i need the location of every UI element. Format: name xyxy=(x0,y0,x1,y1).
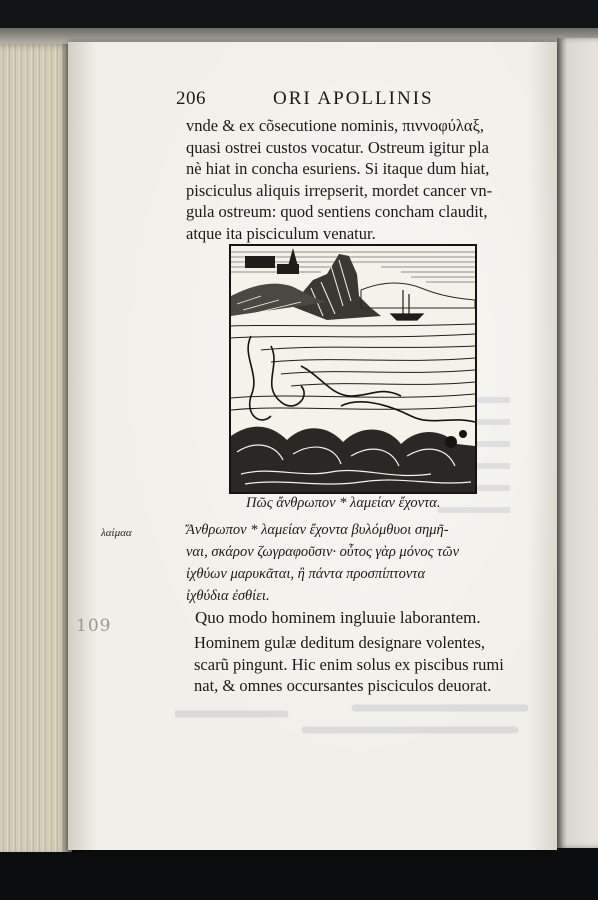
bottom-shadow xyxy=(0,852,598,900)
text-line: scarũ pingunt. Hic enim solus ex piscibus rumi xyxy=(194,654,504,674)
latin-heading: Quo modo hominem ingluuie laborantem. xyxy=(195,608,481,627)
text-line: vnde & ex cõsecutione nominis, πιννοφύλαξ, xyxy=(186,116,485,135)
facing-page-edge xyxy=(557,38,598,848)
greek-heading: Πῶς ἄνθρωπον * λαμείαν ἔχοντα. xyxy=(246,495,441,511)
text-line: gula ostreum: quod sentiens concham claudit, xyxy=(186,202,488,222)
running-head xyxy=(0,88,598,114)
body-text-bottom xyxy=(194,632,532,697)
text-line: quasi ostrei custos vocatur. Ostreum igitur pla xyxy=(186,137,489,157)
text-line: pisciculus aliquis irrepserit, mordet cancer vn- xyxy=(186,180,493,200)
bleed-through-texture-lower xyxy=(175,700,535,745)
running-title: ORI APOLLINIS xyxy=(273,88,434,109)
greek-line: ἰχθύων μαρυκᾶται, ἢ πάντα προσπίπτοντα xyxy=(186,566,426,582)
manuscript-mark: 109 xyxy=(76,616,112,636)
page-fore-edge xyxy=(0,44,72,856)
greek-line: ἰχθύδια ἐσθίει. xyxy=(186,588,270,604)
woodcut-seascape-icon xyxy=(231,246,475,492)
bleed-through-lines-lower-icon xyxy=(175,700,535,740)
page-number: 206 xyxy=(176,88,206,109)
text-line: nat, & omnes occursantes pisciculos deuorat. xyxy=(194,676,492,696)
woodcut-illustration xyxy=(229,244,477,494)
text-line: Hominem gulæ deditum designare volentes, xyxy=(194,633,485,652)
body-text-top xyxy=(186,115,530,245)
text-line: atque ita pisciculum venatur. xyxy=(186,223,376,243)
margin-note: λαίμαα xyxy=(101,527,132,539)
greek-line: ναι, σκάρον ζωγραφοῦσιν· οὗτος γὰρ μόνος τῶν xyxy=(186,544,460,560)
greek-line: Ἄνθρωπον * λαμείαν ἔχοντα βυλόμθυοι σημῆ- xyxy=(186,522,449,538)
greek-text xyxy=(186,519,531,607)
text-line: nè hiat in concha esuriens. Si itaque dum hiat, xyxy=(186,159,490,179)
